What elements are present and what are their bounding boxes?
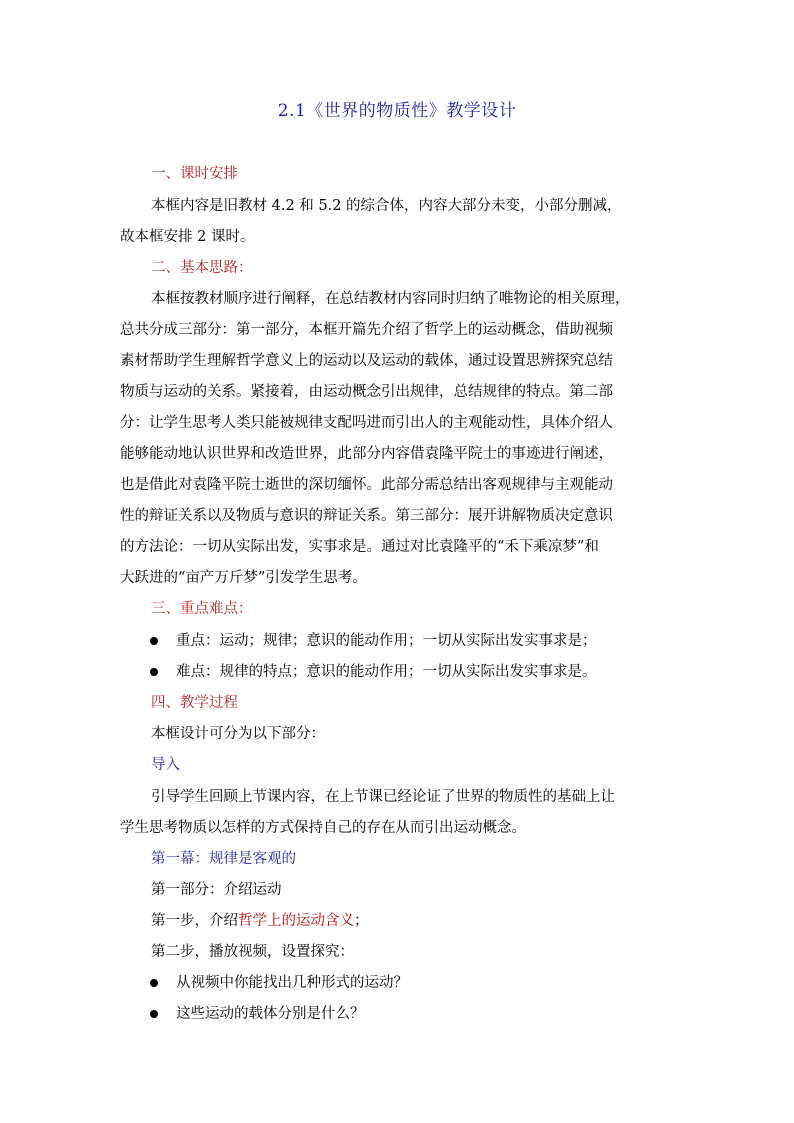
highlighted-term: 哲学上的运动含义 bbox=[238, 913, 354, 929]
bullet-item-difficult: 难点：规律的特点；意识的能动作用；一切从实际出发实事求是。 bbox=[176, 664, 597, 680]
document-title: 2.1《世界的物质性》教学设计 bbox=[277, 101, 517, 121]
bullet-icon bbox=[150, 979, 158, 987]
paragraph-line: 物质与运动的关系。紧接着，由运动概念引出规律，总结规律的特点。第二部 bbox=[120, 384, 613, 400]
section-heading-key-points: 三、重点难点： bbox=[151, 601, 253, 617]
paragraph-line: 第二步，播放视频，设置探究： bbox=[151, 944, 354, 960]
paragraph-line: 性的辩证关系以及物质与意识的辩证关系。第三部分：展开讲解物质决定意识 bbox=[120, 508, 613, 524]
step-one-prefix: 第一步，介绍 bbox=[151, 913, 238, 929]
paragraph-line: 本框内容是旧教材 4.2 和 5.2 的综合体，内容大部分未变，小部分删减， bbox=[151, 198, 622, 214]
paragraph-line: 分：让学生思考人类只能被规律支配吗进而引出人的主观能动性，具体介绍人 bbox=[120, 415, 613, 431]
bullet-question-one: 从视频中你能找出几种形式的运动？ bbox=[176, 975, 408, 991]
paragraph-line: 能够能动地认识世界和改造世界，此部分内容借袁隆平院士的事迹进行阐述， bbox=[120, 446, 613, 462]
paragraph-line: 素材帮助学生理解哲学意义上的运动以及运动的载体，通过设置思辨探究总结 bbox=[120, 353, 613, 369]
subheading-intro: 导入 bbox=[151, 757, 180, 773]
paragraph-line: 引导学生回顾上节课内容，在上节课已经论证了世界的物质性的基础上让 bbox=[151, 789, 615, 805]
bullet-question-two: 这些运动的载体分别是什么？ bbox=[176, 1006, 365, 1022]
paragraph-line: 第一部分：介绍运动 bbox=[151, 882, 282, 898]
paragraph-line: 也是借此对袁隆平院士逝世的深切缅怀。此部分需总结出客观规律与主观能动 bbox=[120, 477, 613, 493]
section-heading-process: 四、教学过程 bbox=[151, 695, 238, 711]
paragraph-line: 故本框安排 2 课时。 bbox=[120, 229, 255, 245]
step-one-suffix: ； bbox=[354, 913, 369, 929]
bullet-icon bbox=[150, 668, 158, 676]
paragraph-line: 本框按教材顺序进行阐释，在总结教材内容同时归纳了唯物论的相关原理， bbox=[151, 291, 630, 307]
subheading-act-one: 第一幕：规律是客观的 bbox=[151, 851, 296, 867]
paragraph-line-step-one bbox=[120, 911, 711, 931]
section-heading-schedule: 一、课时安排 bbox=[151, 166, 238, 182]
paragraph-line: 总共分成三部分：第一部分，本框开篇先介绍了哲学上的运动概念，借助视频 bbox=[120, 322, 613, 338]
paragraph-line: 的方法论：一切从实际出发，实事求是。通过对比袁隆平的“禾下乘凉梦”和 bbox=[120, 539, 599, 555]
paragraph-line: 本框设计可分为以下部分： bbox=[151, 726, 325, 742]
bullet-item-key: 重点：运动；规律；意识的能动作用；一切从实际出发实事求是； bbox=[176, 633, 597, 649]
bullet-icon bbox=[150, 637, 158, 645]
bullet-icon bbox=[150, 1010, 158, 1018]
paragraph-line: 学生思考物质以怎样的方式保持自己的存在从而引出运动概念。 bbox=[120, 820, 526, 836]
section-heading-approach: 二、基本思路： bbox=[151, 260, 253, 276]
paragraph-line: 大跃进的“亩产万斤梦”引发学生思考。 bbox=[120, 570, 367, 586]
